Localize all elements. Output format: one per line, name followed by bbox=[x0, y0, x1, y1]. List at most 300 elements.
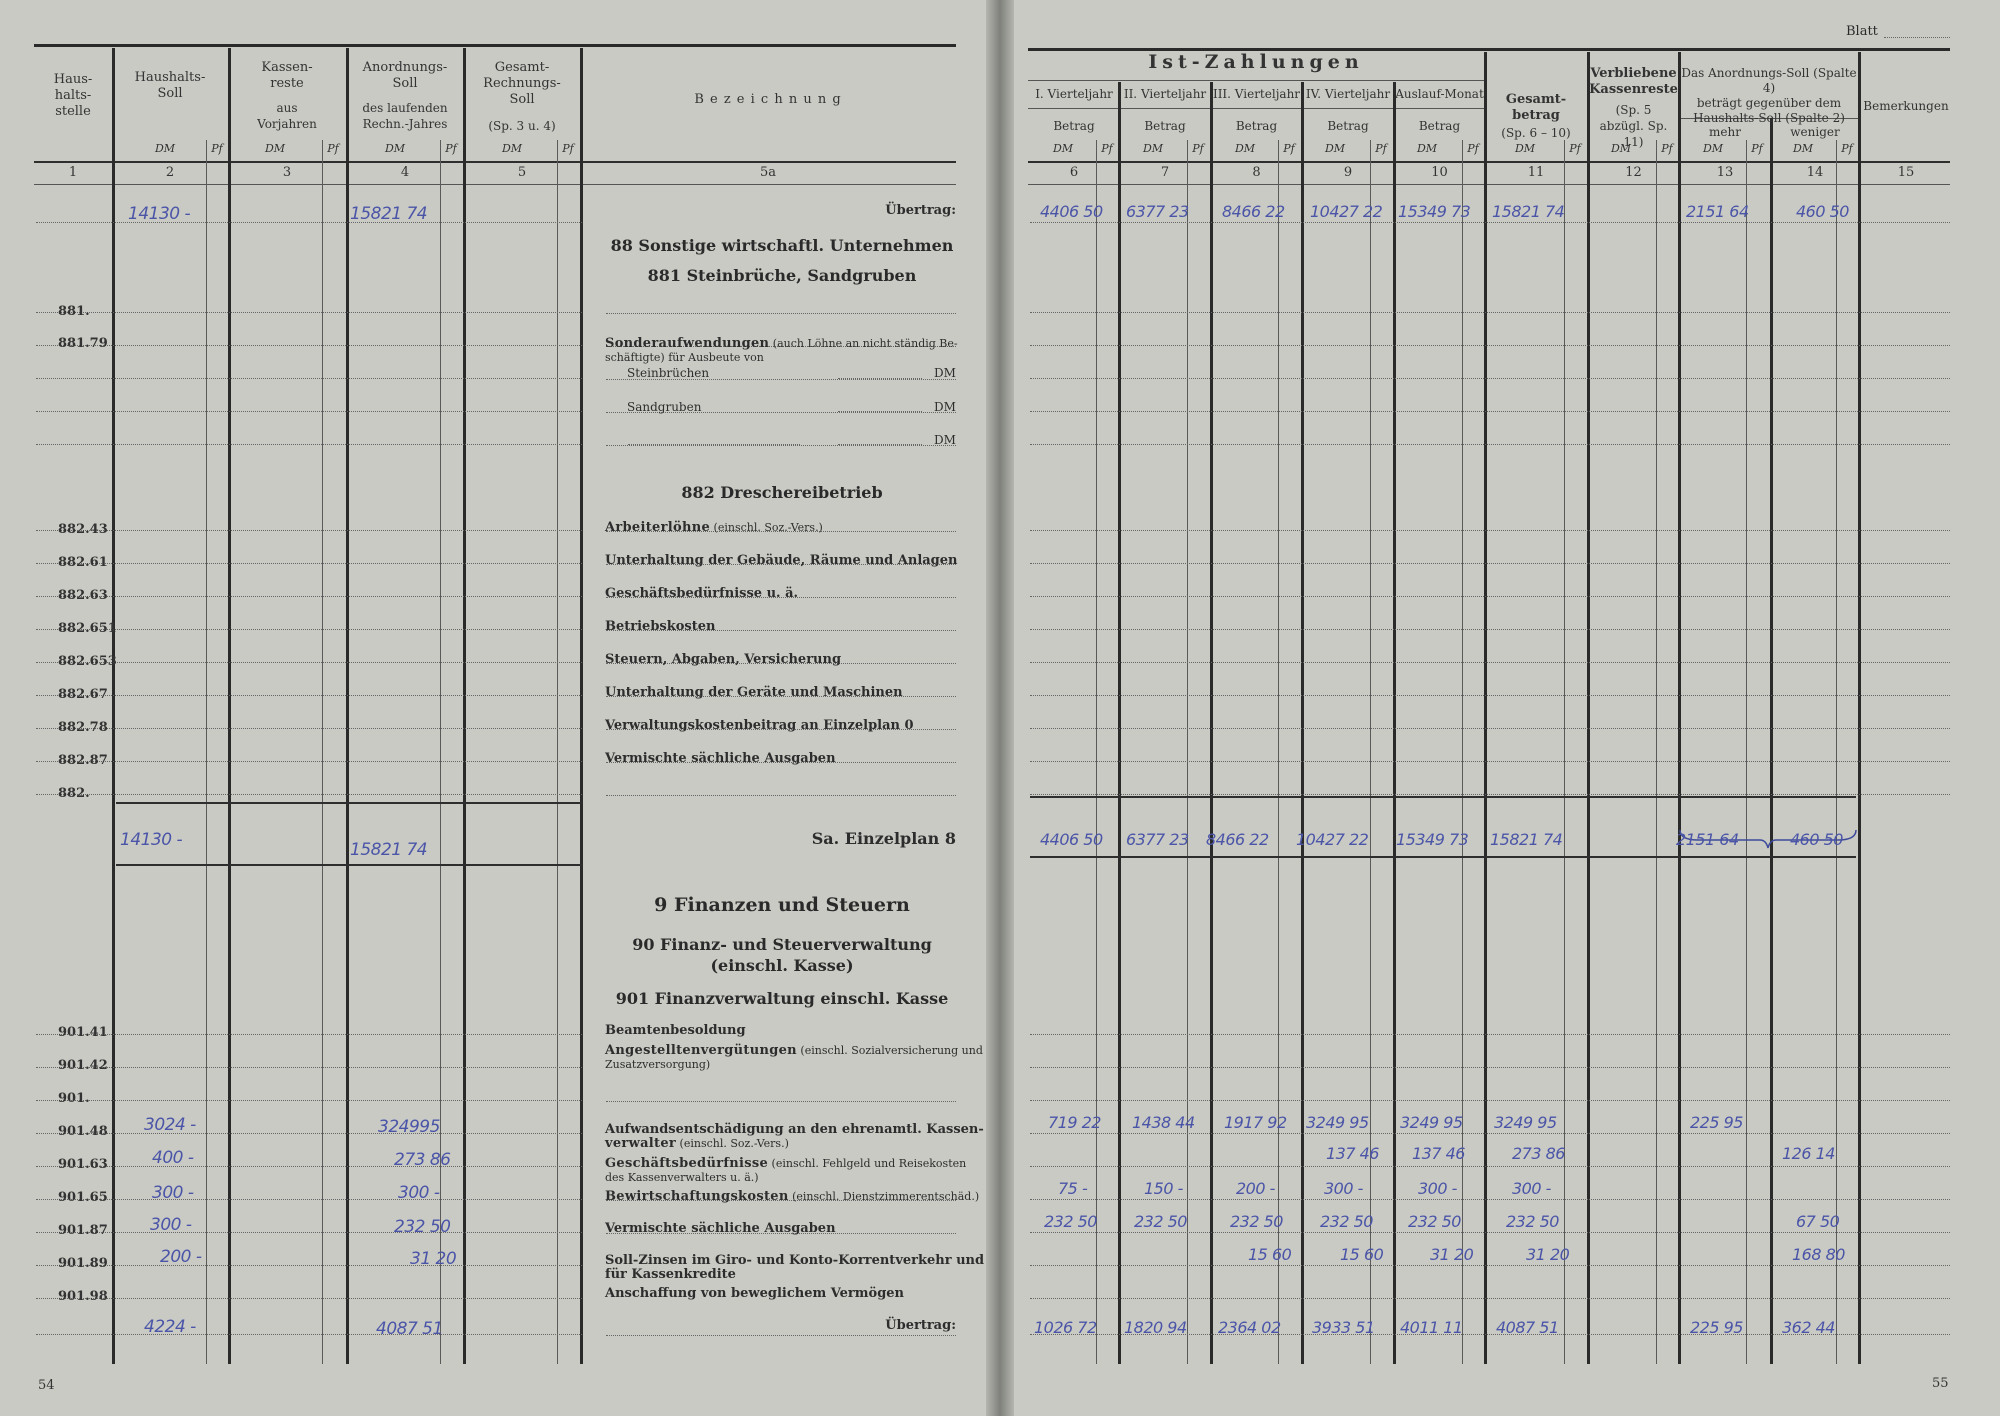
dm-label: DM bbox=[1610, 142, 1632, 155]
hw-value: 15349 73 bbox=[1396, 830, 1469, 849]
row-rule bbox=[36, 728, 582, 729]
sum-line bbox=[116, 802, 582, 804]
desc-vermischte: Vermischte sächliche Ausgaben bbox=[605, 751, 836, 766]
dm-label: DM bbox=[154, 142, 176, 155]
col-number: 14 bbox=[1806, 165, 1824, 180]
dm-unit: DM bbox=[934, 400, 956, 414]
dm-label: DM bbox=[1702, 142, 1724, 155]
desc-vermischte-2: Vermischte sächliche Ausgaben bbox=[605, 1221, 836, 1236]
pf-label: Pf bbox=[1661, 142, 1673, 155]
page-number-right: 55 bbox=[1932, 1376, 1949, 1391]
hw-value: 232 50 bbox=[1506, 1212, 1559, 1231]
hw-value: 15 60 bbox=[1340, 1245, 1384, 1264]
haushaltsstelle-code: 901.87 bbox=[58, 1223, 108, 1238]
hw-value: 300 - bbox=[398, 1183, 440, 1203]
hdr-gesamt-soll: Gesamt- Rechnungs- Soll bbox=[483, 60, 561, 107]
hw-value: 1917 92 bbox=[1224, 1113, 1287, 1132]
row-rule bbox=[36, 563, 582, 564]
section-88: 88 Sonstige wirtschaftl. Unternehmen bbox=[610, 236, 954, 255]
right-col-line bbox=[1393, 82, 1396, 1364]
row-rule bbox=[1030, 761, 1950, 762]
haushaltsstelle-code: 882.87 bbox=[58, 753, 108, 768]
desc-text: (einschl. Soz.-Vers.) bbox=[710, 521, 823, 534]
row-rule bbox=[606, 795, 956, 796]
section-90: 90 Finanz- und Steuerverwaltung bbox=[632, 935, 932, 954]
hdr-q2: II. Vierteljahr bbox=[1123, 87, 1207, 101]
hw-value: 137 46 bbox=[1412, 1144, 1465, 1163]
row-rule bbox=[606, 1335, 956, 1336]
hw-value: 1438 44 bbox=[1132, 1113, 1195, 1132]
right-pf-line bbox=[1836, 140, 1837, 1364]
desc-text: Bewirtschaftungskosten bbox=[605, 1189, 789, 1204]
hw-value: 300 - bbox=[1418, 1179, 1457, 1198]
desc-arbeiterloehne bbox=[605, 521, 823, 535]
hw-value: 2151 64 bbox=[1676, 830, 1739, 849]
hw-value: 15 60 bbox=[1248, 1245, 1292, 1264]
book-gutter bbox=[986, 0, 1014, 1416]
row-rule bbox=[36, 1232, 582, 1233]
uebertrag-top: Übertrag: bbox=[885, 203, 956, 218]
hdr-q1: I. Vierteljahr bbox=[1035, 87, 1113, 101]
row-rule bbox=[36, 1298, 582, 1299]
hw-value: 15821 74 bbox=[1492, 202, 1565, 221]
fill-line bbox=[628, 444, 800, 445]
hw-value: 232 50 bbox=[1230, 1212, 1283, 1231]
blatt-fill bbox=[1884, 37, 1950, 38]
dm-label: DM bbox=[384, 142, 406, 155]
desc-sonder-2: schäftigte) für Ausbeute von bbox=[605, 351, 764, 364]
desc-aufwand-2 bbox=[605, 1137, 789, 1151]
hdr-sp3u4: (Sp. 3 u. 4) bbox=[488, 119, 556, 133]
hw-value: 4087 51 bbox=[1496, 1318, 1559, 1337]
hw-value: 200 - bbox=[1236, 1179, 1275, 1198]
sa-einzelplan-8: Sa. Einzelplan 8 bbox=[811, 829, 956, 848]
page-number-left: 54 bbox=[38, 1378, 55, 1393]
desc-anschaffung: Anschaffung von beweglichem Vermögen bbox=[605, 1286, 904, 1301]
right-pf-line bbox=[1656, 140, 1657, 1364]
haushaltsstelle-code: 882.63 bbox=[58, 588, 108, 603]
hw-value: 362 44 bbox=[1782, 1318, 1835, 1337]
hdr-betrag: Betrag bbox=[1053, 119, 1095, 133]
haushaltsstelle-code: 901.65 bbox=[58, 1190, 108, 1205]
row-rule bbox=[36, 1334, 582, 1335]
right-pf-line bbox=[1746, 140, 1747, 1364]
desc-steinbruechen: Steinbrüchen bbox=[627, 366, 710, 380]
hw-value: 15349 73 bbox=[1398, 202, 1471, 221]
haushaltsstelle-code: 901.48 bbox=[58, 1124, 108, 1139]
hdr-aus-vorjahren: aus Vorjahren bbox=[257, 101, 317, 131]
right-colnum-rule bbox=[1028, 184, 1950, 185]
quarter-rule bbox=[1028, 108, 1484, 109]
hw-value: 400 - bbox=[152, 1148, 194, 1168]
right-pf-line bbox=[1278, 140, 1279, 1364]
row-rule bbox=[1030, 1100, 1950, 1101]
desc-angestellte-2: Zusatzversorgung) bbox=[605, 1058, 711, 1071]
left-pf-line bbox=[322, 140, 323, 1364]
haushaltsstelle-code: 901.89 bbox=[58, 1256, 108, 1271]
desc-aufwand: Aufwandsentschädigung an den ehrenamtl. Kassen- bbox=[605, 1122, 984, 1137]
row-rule bbox=[1030, 312, 1950, 313]
row-rule bbox=[606, 1101, 956, 1102]
haushaltsstelle-code: 901.41 bbox=[58, 1025, 108, 1040]
desc-steuern: Steuern, Abgaben, Versicherung bbox=[605, 652, 842, 667]
col-number: 5 bbox=[517, 165, 527, 180]
hw-value: 719 22 bbox=[1048, 1113, 1101, 1132]
hw-value: 3249 95 bbox=[1400, 1113, 1463, 1132]
row-rule bbox=[36, 596, 582, 597]
section-90-sub: (einschl. Kasse) bbox=[710, 956, 854, 975]
row-rule bbox=[1030, 662, 1950, 663]
right-col-line bbox=[1678, 52, 1681, 1364]
row-rule bbox=[1030, 794, 1950, 795]
section-882: 882 Dreschereibetrieb bbox=[681, 483, 883, 502]
haushaltsstelle-code: 882.61 bbox=[58, 555, 108, 570]
right-col-line bbox=[1858, 52, 1861, 1364]
row-rule bbox=[36, 1067, 582, 1068]
hw-value: 232 50 bbox=[1134, 1212, 1187, 1231]
hw-value: 225 95 bbox=[1690, 1113, 1743, 1132]
fill-line bbox=[838, 444, 922, 445]
haushaltsstelle-code: 882.43 bbox=[58, 522, 108, 537]
hw-value: 4406 50 bbox=[1040, 830, 1103, 849]
row-rule bbox=[1030, 1199, 1950, 1200]
sum-line bbox=[1030, 796, 1856, 798]
col-number: 6 bbox=[1069, 165, 1079, 180]
row-rule bbox=[36, 1100, 582, 1101]
dm-label: DM bbox=[1324, 142, 1346, 155]
row-rule bbox=[36, 444, 582, 445]
row-rule bbox=[1030, 629, 1950, 630]
desc-text: Sonderaufwendungen bbox=[605, 336, 770, 351]
desc-text: (auch Löhne an nicht ständig Be- bbox=[769, 337, 958, 350]
hw-value: 6377 23 bbox=[1126, 202, 1189, 221]
desc-sollzinsen-2: für Kassenkredite bbox=[605, 1267, 736, 1282]
row-rule bbox=[36, 411, 582, 412]
right-col-line bbox=[1210, 82, 1213, 1364]
hw-value: 150 - bbox=[1144, 1179, 1183, 1198]
sum-line bbox=[1030, 856, 1856, 858]
hw-value: 75 - bbox=[1058, 1179, 1088, 1198]
haushaltsstelle-code: 901. bbox=[58, 1091, 90, 1106]
hw-value: 3933 51 bbox=[1312, 1318, 1375, 1337]
hdr-bezeichnung: B e z e i c h n u n g bbox=[694, 92, 842, 107]
hw-value: 1026 72 bbox=[1034, 1318, 1097, 1337]
hw-value: 3024 - bbox=[144, 1115, 196, 1135]
hdr-bemerkungen: Bemerkungen bbox=[1863, 99, 1949, 113]
hdr-kassenreste: Kassen- reste bbox=[261, 60, 313, 91]
col-number: 4 bbox=[400, 165, 410, 180]
hw-value: 14130 - bbox=[120, 830, 183, 850]
hw-value: 460 50 bbox=[1790, 830, 1843, 849]
pf-label: Pf bbox=[1569, 142, 1581, 155]
dm-label: DM bbox=[1514, 142, 1536, 155]
hw-value: 273 86 bbox=[394, 1150, 451, 1170]
hw-value: 200 - bbox=[160, 1247, 202, 1267]
hw-value: 15821 74 bbox=[350, 204, 428, 224]
col-number: 10 bbox=[1431, 165, 1448, 180]
right-pf-line bbox=[1187, 140, 1188, 1364]
desc-text: (einschl. Fehlgeld und Reisekosten bbox=[768, 1157, 967, 1170]
row-rule bbox=[1030, 411, 1950, 412]
haushaltsstelle-code: 882.78 bbox=[58, 720, 108, 735]
hdr-auslauf: Auslauf-Monat bbox=[1395, 87, 1484, 101]
row-rule bbox=[1030, 378, 1950, 379]
desc-verwaltung: Verwaltungskostenbeitrag an Einzelplan 0 bbox=[605, 718, 914, 733]
desc-sollzinsen: Soll-Zinsen im Giro- und Konto-Korrentverkehr und bbox=[605, 1253, 985, 1268]
haushaltsstelle-code: 882. bbox=[58, 786, 90, 801]
hw-value: 31 20 bbox=[1526, 1245, 1570, 1264]
haushaltsstelle-code: 882.67 bbox=[58, 687, 108, 702]
row-rule bbox=[1030, 1265, 1950, 1266]
row-rule bbox=[36, 629, 582, 630]
desc-text: Geschäftsbedürfnisse bbox=[605, 1156, 769, 1171]
hw-value: 31 20 bbox=[1430, 1245, 1474, 1264]
row-rule bbox=[36, 378, 582, 379]
right-col-line bbox=[1587, 52, 1590, 1364]
row-rule bbox=[1030, 728, 1950, 729]
row-rule bbox=[36, 222, 582, 223]
hw-value: 6377 23 bbox=[1126, 830, 1189, 849]
desc-sonder bbox=[605, 337, 958, 351]
uebertrag-bottom: Übertrag: bbox=[885, 1318, 956, 1333]
desc-bewirtschaftung bbox=[605, 1190, 979, 1204]
row-rule bbox=[36, 345, 582, 346]
right-col-line bbox=[1484, 52, 1487, 1364]
hw-value: 324995 bbox=[378, 1117, 440, 1137]
pf-label: Pf bbox=[1101, 142, 1113, 155]
row-rule bbox=[1030, 695, 1950, 696]
hdr-betrag: Betrag bbox=[1418, 119, 1461, 133]
row-rule bbox=[36, 530, 582, 531]
hdr-weniger: weniger bbox=[1790, 125, 1840, 139]
left-colnum-rule bbox=[34, 184, 956, 185]
desc-beamten: Beamtenbesoldung bbox=[605, 1023, 746, 1038]
hdr-q4: IV. Vierteljahr bbox=[1305, 87, 1391, 101]
col-number: 9 bbox=[1343, 165, 1353, 180]
row-rule bbox=[36, 1166, 582, 1167]
hw-value: 2151 64 bbox=[1686, 202, 1749, 221]
hw-value: 67 50 bbox=[1796, 1212, 1840, 1231]
hdr-betrag: Betrag bbox=[1235, 119, 1278, 133]
row-rule bbox=[36, 1199, 582, 1200]
hw-value: 2364 02 bbox=[1218, 1318, 1281, 1337]
haushaltsstelle-code: 901.98 bbox=[58, 1289, 108, 1304]
desc-text: (einschl. Soz.-Vers.) bbox=[676, 1137, 789, 1150]
section-881: 881 Steinbrüche, Sandgruben bbox=[647, 266, 917, 285]
ist-rule bbox=[1028, 80, 1484, 81]
row-rule bbox=[36, 662, 582, 663]
left-header-rule bbox=[34, 161, 956, 163]
row-rule bbox=[36, 695, 582, 696]
hw-value: 137 46 bbox=[1326, 1144, 1379, 1163]
row-rule bbox=[1030, 1298, 1950, 1299]
hw-value: 15821 74 bbox=[350, 840, 428, 860]
col-number: 13 bbox=[1716, 165, 1734, 180]
haushaltsstelle-code: 882.651 bbox=[58, 621, 117, 636]
haushaltsstelle-code: 901.42 bbox=[58, 1058, 108, 1073]
blatt-label: Blatt bbox=[1846, 24, 1878, 39]
hw-value: 168 80 bbox=[1792, 1245, 1845, 1264]
desc-geraete: Unterhaltung der Geräte und Maschinen bbox=[605, 685, 903, 700]
hdr-betrag: Betrag bbox=[1144, 119, 1186, 133]
right-pf-line bbox=[1370, 140, 1371, 1364]
hw-value: 300 - bbox=[152, 1183, 194, 1203]
right-header-rule bbox=[1028, 161, 1950, 163]
desc-text: Arbeiterlöhne bbox=[605, 520, 711, 535]
hw-value: 8466 22 bbox=[1222, 202, 1285, 221]
hw-value: 232 50 bbox=[394, 1217, 451, 1237]
hw-value: 14130 - bbox=[128, 204, 191, 224]
hdr-betrag: Betrag bbox=[1327, 119, 1369, 133]
pf-label: Pf bbox=[327, 142, 339, 155]
row-rule bbox=[1030, 345, 1950, 346]
pf-label: Pf bbox=[1467, 142, 1479, 155]
right-col-line bbox=[1301, 82, 1304, 1364]
left-top-rule bbox=[34, 44, 956, 47]
fill-line bbox=[838, 411, 922, 412]
desc-text: (einschl. Dienstzimmerentschäd.) bbox=[788, 1190, 980, 1203]
right-pf-line bbox=[1096, 140, 1097, 1364]
row-rule bbox=[1030, 596, 1950, 597]
col-number: 5a bbox=[759, 165, 777, 180]
hw-value: 300 - bbox=[1512, 1179, 1551, 1198]
hw-value: 4224 - bbox=[144, 1317, 196, 1337]
hw-value: 4406 50 bbox=[1040, 202, 1103, 221]
row-rule bbox=[1030, 444, 1950, 445]
col-number: 8 bbox=[1252, 165, 1261, 180]
pf-label: Pf bbox=[211, 142, 223, 155]
row-rule bbox=[36, 1133, 582, 1134]
row-rule bbox=[36, 794, 582, 795]
hw-value: 232 50 bbox=[1320, 1212, 1373, 1231]
pf-label: Pf bbox=[562, 142, 574, 155]
dm-unit: DM bbox=[934, 366, 956, 380]
desc-betriebskosten: Betriebskosten bbox=[605, 619, 716, 634]
pf-label: Pf bbox=[1841, 142, 1853, 155]
row-rule bbox=[1030, 1166, 1950, 1167]
sum-line bbox=[116, 864, 582, 866]
haushaltsstelle-code: 881. bbox=[58, 304, 90, 319]
hdr-ist-zahlungen: Ist-Zahlungen bbox=[1148, 51, 1364, 73]
desc-text: Angestelltenvergütungen bbox=[605, 1043, 797, 1058]
hdr-anordnungs-soll: Anordnungs- Soll bbox=[362, 60, 448, 91]
hw-value: 1820 94 bbox=[1124, 1318, 1187, 1337]
pf-label: Pf bbox=[1375, 142, 1387, 155]
row-rule bbox=[36, 1034, 582, 1035]
hw-value: 232 50 bbox=[1044, 1212, 1097, 1231]
desc-unterhaltung: Unterhaltung der Gebäude, Räume und Anlagen bbox=[605, 553, 958, 568]
right-pf-line bbox=[1564, 140, 1565, 1364]
haushaltsstelle-code: 882.653 bbox=[58, 654, 117, 669]
hw-value: 225 95 bbox=[1690, 1318, 1743, 1337]
haushaltsstelle-code: 901.63 bbox=[58, 1157, 108, 1172]
pf-label: Pf bbox=[1751, 142, 1763, 155]
dm-label: DM bbox=[1234, 142, 1256, 155]
hw-value: 3249 95 bbox=[1494, 1113, 1557, 1132]
hdr-haushalts-soll: Haushalts- Soll bbox=[134, 70, 206, 101]
row-rule bbox=[606, 445, 956, 446]
left-pf-line bbox=[206, 140, 207, 1364]
desc-text: verwalter bbox=[605, 1136, 677, 1151]
left-pf-line bbox=[440, 140, 441, 1364]
hw-value: 300 - bbox=[150, 1215, 192, 1235]
dm-label: DM bbox=[264, 142, 286, 155]
hdr-gesamtbetrag: Gesamt- betrag bbox=[1505, 92, 1567, 123]
row-rule bbox=[36, 761, 582, 762]
desc-geschaeft-2 bbox=[605, 1157, 966, 1171]
hw-value: 126 14 bbox=[1782, 1144, 1835, 1163]
pf-label: Pf bbox=[445, 142, 457, 155]
row-rule bbox=[1030, 563, 1950, 564]
left-pf-line bbox=[557, 140, 558, 1364]
hw-value: 4011 11 bbox=[1400, 1318, 1463, 1337]
hw-value: 4087 51 bbox=[376, 1319, 443, 1339]
col-number: 15 bbox=[1897, 165, 1915, 180]
hw-value: 8466 22 bbox=[1206, 830, 1269, 849]
fill-line bbox=[838, 378, 922, 379]
dm-label: DM bbox=[1142, 142, 1164, 155]
dm-label: DM bbox=[1792, 142, 1814, 155]
col-number: 2 bbox=[165, 165, 175, 180]
hdr-sp5-abzgl: (Sp. 5 abzügl. Sp. 11) bbox=[1599, 103, 1668, 149]
right-col-line bbox=[1770, 118, 1773, 1364]
col-number: 1 bbox=[68, 165, 78, 180]
row-rule bbox=[1030, 1232, 1950, 1233]
col-number: 12 bbox=[1625, 165, 1642, 180]
dm-label: DM bbox=[501, 142, 523, 155]
row-rule bbox=[1030, 1067, 1950, 1068]
hdr-sp6-10: (Sp. 6 – 10) bbox=[1501, 126, 1571, 140]
hw-value: 232 50 bbox=[1408, 1212, 1461, 1231]
hw-value: 300 - bbox=[1324, 1179, 1363, 1198]
dm-label: DM bbox=[1416, 142, 1438, 155]
row-rule bbox=[1030, 1034, 1950, 1035]
row-rule bbox=[1030, 222, 1950, 223]
hdr-verbliebene: Verbliebene Kassenreste bbox=[1589, 66, 1678, 97]
row-rule bbox=[606, 313, 956, 314]
hw-value: 15821 74 bbox=[1490, 830, 1563, 849]
desc-sandgruben: Sandgruben bbox=[627, 400, 702, 414]
section-9: 9 Finanzen und Steuern bbox=[654, 894, 910, 916]
hw-value: 460 50 bbox=[1796, 202, 1849, 221]
pf-label: Pf bbox=[1283, 142, 1295, 155]
hdr-soll-vergleich: Das Anordnungs-Soll (Spalte 4) beträgt gegenüber dem Haushalts-Soll (Spalte 2) bbox=[1681, 66, 1857, 125]
desc-geschaeft: Geschäftsbedürfnisse u. ä. bbox=[605, 586, 799, 601]
row-rule bbox=[36, 312, 582, 313]
haushaltsstelle-code: 881.79 bbox=[58, 336, 108, 351]
section-901: 901 Finanzverwaltung einschl. Kasse bbox=[615, 989, 949, 1008]
hw-value: 31 20 bbox=[410, 1249, 457, 1269]
dm-unit: DM bbox=[934, 433, 956, 447]
hw-value: 10427 22 bbox=[1296, 830, 1369, 849]
hw-value: 273 86 bbox=[1512, 1144, 1565, 1163]
hw-value: 3249 95 bbox=[1306, 1113, 1369, 1132]
right-pf-line bbox=[1462, 140, 1463, 1364]
row-rule bbox=[1030, 1133, 1950, 1134]
desc-angestellte bbox=[605, 1044, 983, 1058]
hw-value: 10427 22 bbox=[1310, 202, 1383, 221]
pf-label: Pf bbox=[1192, 142, 1204, 155]
hdr-q3: III. Vierteljahr bbox=[1212, 87, 1301, 101]
hdr-mehr: mehr bbox=[1709, 125, 1741, 139]
row-rule bbox=[36, 1265, 582, 1266]
desc-text: (einschl. Sozialversicherung und bbox=[796, 1044, 983, 1057]
hdr-laufendes-jahr: des laufenden Rechn.-Jahres bbox=[362, 101, 448, 131]
col-number: 11 bbox=[1527, 165, 1545, 180]
col-number: 7 bbox=[1160, 165, 1170, 180]
dm-label: DM bbox=[1052, 142, 1074, 155]
desc-geschaeft-3: des Kassenverwalters u. ä.) bbox=[605, 1171, 759, 1184]
